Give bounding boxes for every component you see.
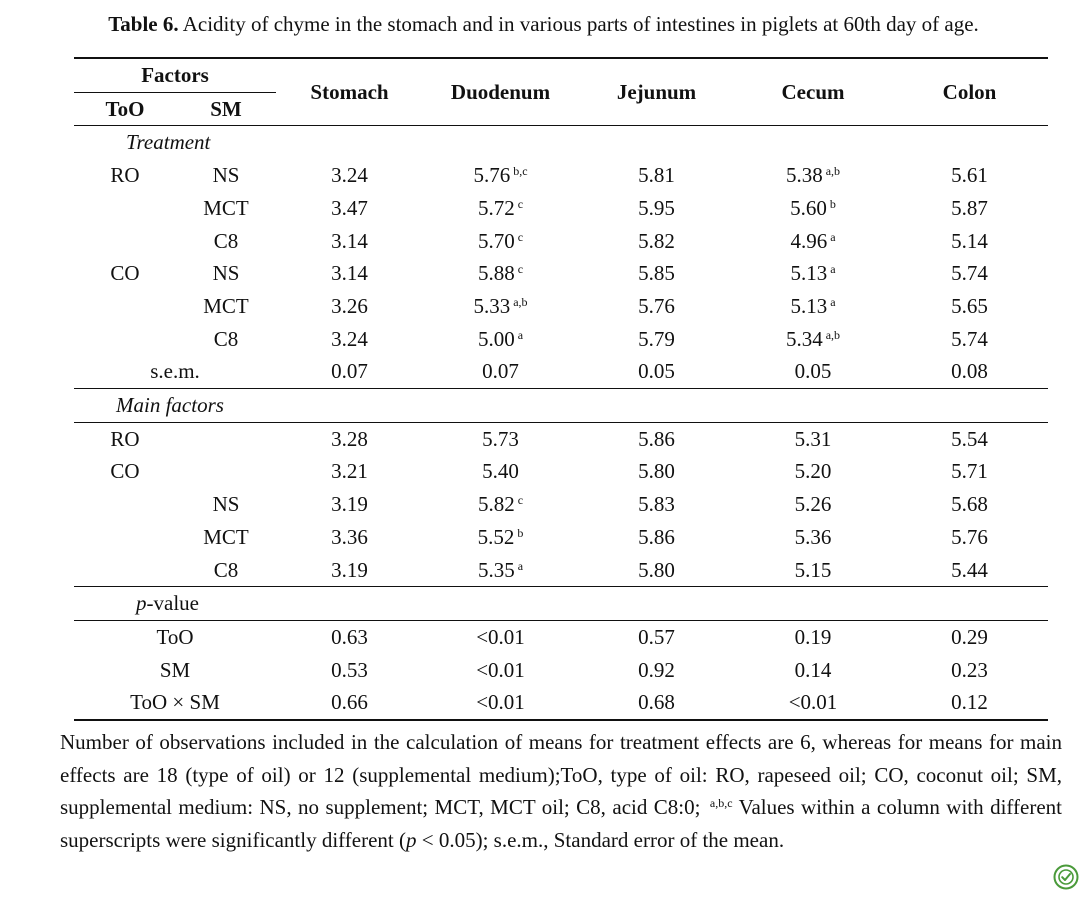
pvalue-value: 0.29 (891, 620, 1048, 653)
table-caption (0, 12, 1087, 37)
value-cell (578, 422, 735, 455)
cell-value: 5.74 (951, 326, 988, 351)
pvalue-value: <0.01 (423, 620, 578, 653)
header-sm: SM (210, 96, 242, 121)
sem-value: 0.07 (331, 359, 368, 384)
value-cell (578, 290, 735, 323)
cell-value: 5.83 (638, 492, 675, 517)
pvalue-value: 0.14 (794, 657, 832, 682)
value-cell (578, 159, 735, 192)
cell-value: 5.54 (951, 426, 988, 451)
cell-value: 5.34 (785, 326, 823, 351)
value-cell (276, 225, 423, 258)
footnote-part1: Number of observations included in the calculation of means for treatment effects are 6, whereas for means for main effects are 18 (type of oil) or 12 (supplemental medium);ToO, type of oil: RO, rapeseed oil; CO, coconut oil; SM, supplemental medium: NS, no supplement; MCT, MCT oil; C8, acid C8:0; (60, 730, 1062, 819)
pvalue-value: 0.63 (276, 620, 423, 653)
cell-value: 5.14 (951, 228, 988, 253)
value-cell (423, 290, 578, 323)
cell-value: 5.35 (477, 557, 515, 582)
cell-superscript: b (517, 525, 524, 540)
value-cell (578, 521, 735, 554)
cell-value: 3.26 (331, 293, 368, 318)
cell-value: 5.44 (951, 557, 988, 582)
cell-superscript: c (517, 229, 524, 244)
treatment-row (74, 290, 1048, 323)
value-cell (423, 323, 578, 356)
value-cell (735, 192, 891, 225)
value-cell (423, 225, 578, 258)
cell-superscript: b,c (513, 164, 528, 179)
cell-value: 5.80 (638, 557, 675, 582)
cell-superscript: a (517, 327, 524, 342)
pvalue-label: ToO × SM (74, 686, 276, 720)
header-too: ToO (105, 96, 145, 121)
value-cell (276, 159, 423, 192)
pvalue-label: SM (159, 657, 191, 682)
sm-cell (176, 422, 276, 455)
cell-value: 5.26 (794, 492, 832, 517)
cell-value: 5.79 (638, 326, 675, 351)
cell-value: 5.40 (482, 459, 519, 484)
sem-row (74, 355, 1048, 388)
header-jejunum: Jejunum (578, 58, 735, 126)
cell-value: 5.73 (482, 426, 519, 451)
treatment-row (74, 159, 1048, 192)
pvalue-label: ToO (74, 620, 276, 653)
value-cell (423, 554, 578, 587)
cell-superscript: a,b (825, 164, 841, 179)
value-cell (891, 290, 1048, 323)
sm-cell: NS (212, 163, 240, 188)
cell-value: 5.13 (790, 293, 828, 318)
cell-value: 5.36 (794, 524, 832, 549)
value-cell (735, 554, 891, 587)
value-cell (578, 554, 735, 587)
cell-value: 5.88 (477, 261, 515, 286)
value-cell (891, 554, 1048, 587)
cell-value: 3.21 (331, 459, 368, 484)
pvalue-p: p (136, 591, 147, 616)
pvalue-value: 0.53 (331, 657, 368, 682)
value-cell (735, 225, 891, 258)
pvalue-value: 0.12 (891, 686, 1048, 720)
value-cell (891, 323, 1048, 356)
pvalue-rest: -value (146, 591, 199, 616)
too-cell: RO (110, 163, 140, 188)
sm-cell: C8 (213, 228, 239, 253)
value-cell (423, 521, 578, 554)
value-cell (276, 192, 423, 225)
value-cell (735, 488, 891, 521)
value-cell (276, 323, 423, 356)
value-cell (276, 521, 423, 554)
too-cell (74, 192, 176, 225)
too-cell (74, 225, 176, 258)
cell-value: 5.33 (473, 293, 511, 318)
cell-value: 5.76 (473, 163, 511, 188)
cell-value: 5.74 (951, 261, 988, 286)
cell-value: 5.82 (638, 228, 675, 253)
header-stomach: Stomach (276, 58, 423, 126)
caption-text: Acidity of chyme in the stomach and in various parts of intestines in piglets at 60th day of age. (178, 12, 979, 36)
value-cell (276, 455, 423, 488)
value-cell (891, 192, 1048, 225)
value-cell (423, 159, 578, 192)
cell-value: 5.80 (638, 459, 675, 484)
sem-value: 0.08 (951, 359, 988, 384)
value-cell (891, 257, 1048, 290)
too-cell (74, 554, 176, 587)
sem-value: 0.05 (794, 359, 832, 384)
pvalue-row (74, 654, 1048, 687)
value-cell (735, 257, 891, 290)
cell-value: 4.96 (790, 228, 828, 253)
value-cell (735, 159, 891, 192)
main-factor-row (74, 554, 1048, 587)
too-cell (74, 521, 176, 554)
value-cell (423, 192, 578, 225)
value-cell (423, 488, 578, 521)
value-cell (891, 422, 1048, 455)
table-footnote (60, 726, 1062, 856)
too-cell (74, 290, 176, 323)
too-cell (74, 488, 176, 521)
header-factors: Factors (74, 58, 276, 92)
value-cell (735, 323, 891, 356)
mdpi-check-icon (1053, 864, 1079, 890)
value-cell (276, 488, 423, 521)
value-cell (891, 521, 1048, 554)
value-cell (735, 455, 891, 488)
cell-value: 5.87 (951, 195, 988, 220)
cell-value: 5.65 (951, 293, 988, 318)
sm-cell: NS (212, 261, 240, 286)
main-factor-row (74, 488, 1048, 521)
cell-value: 5.86 (638, 426, 675, 451)
cell-superscript: a,b (513, 294, 528, 309)
pvalue-value: <0.01 (476, 657, 525, 682)
cell-value: 3.14 (331, 261, 368, 286)
value-cell (276, 422, 423, 455)
section-row (74, 389, 1048, 423)
sm-cell: NS (212, 492, 240, 517)
cell-value: 5.60 (790, 195, 827, 220)
cell-value: 5.15 (794, 557, 832, 582)
cell-value: 5.71 (951, 459, 988, 484)
pvalue-value: 0.66 (276, 686, 423, 720)
value-cell (891, 225, 1048, 258)
sm-cell: MCT (203, 195, 249, 220)
cell-value: 5.13 (790, 261, 828, 286)
cell-value: 5.68 (951, 492, 988, 517)
pvalue-value: 0.92 (638, 657, 675, 682)
cell-superscript: a (517, 558, 524, 573)
value-cell (891, 159, 1048, 192)
cell-superscript: b (829, 196, 836, 211)
header-cecum: Cecum (735, 58, 891, 126)
cell-value: 5.70 (477, 228, 515, 253)
value-cell (735, 521, 891, 554)
cell-superscript: a (830, 294, 836, 309)
cell-value: 5.86 (638, 524, 675, 549)
cell-value: 3.19 (331, 492, 368, 517)
cell-value: 3.14 (331, 228, 368, 253)
pvalue-value: 0.57 (578, 620, 735, 653)
cell-value: 5.76 (638, 293, 675, 318)
too-cell (74, 323, 176, 356)
cell-value: 5.20 (794, 459, 832, 484)
treatment-row (74, 192, 1048, 225)
value-cell (578, 225, 735, 258)
value-cell (578, 455, 735, 488)
pvalue-value: 0.19 (735, 620, 891, 653)
sm-cell (176, 455, 276, 488)
value-cell (735, 422, 891, 455)
cell-value: 3.24 (331, 163, 368, 188)
cell-value: 5.61 (951, 163, 988, 188)
cell-value: 3.19 (331, 557, 368, 582)
value-cell (423, 455, 578, 488)
section-row (74, 587, 1048, 621)
cell-superscript: a (830, 229, 836, 244)
value-cell (276, 554, 423, 587)
cell-value: 5.00 (477, 326, 515, 351)
cell-value: 5.38 (785, 163, 823, 188)
section-main-factors: Main factors (74, 389, 1048, 423)
cell-value: 5.76 (951, 524, 988, 549)
value-cell (276, 257, 423, 290)
footnote-part2: Values within a column with different superscripts were significantly different ( (60, 795, 1062, 852)
too-cell: CO (110, 261, 140, 286)
sm-cell: C8 (213, 326, 239, 351)
sm-cell: MCT (203, 293, 249, 318)
too-cell: RO (74, 422, 176, 455)
value-cell (578, 257, 735, 290)
cell-superscript: c (517, 493, 524, 508)
treatment-row (74, 225, 1048, 258)
treatment-row (74, 323, 1048, 356)
main-factor-row (74, 455, 1048, 488)
value-cell (276, 290, 423, 323)
cell-superscript: c (517, 196, 524, 211)
pvalue-value: 0.23 (951, 657, 988, 682)
cell-value: 3.36 (331, 524, 368, 549)
main-factor-row (74, 521, 1048, 554)
value-cell (578, 488, 735, 521)
value-cell (891, 488, 1048, 521)
cell-value: 5.72 (477, 195, 515, 220)
pvalue-value: <0.01 (735, 686, 891, 720)
sm-cell: C8 (213, 557, 239, 582)
cell-superscript: c (517, 262, 524, 277)
cell-value: 3.24 (331, 326, 368, 351)
sem-label: s.e.m. (150, 359, 200, 384)
cell-value: 5.52 (477, 524, 515, 549)
value-cell (423, 422, 578, 455)
cell-superscript: a (830, 262, 836, 277)
section-pvalue (74, 587, 1048, 621)
caption-label: Table 6. (108, 12, 179, 36)
value-cell (578, 323, 735, 356)
pvalue-value: <0.01 (423, 686, 578, 720)
value-cell (578, 192, 735, 225)
pvalue-value: 0.68 (578, 686, 735, 720)
footnote-p: p (406, 827, 417, 852)
cell-value: 5.82 (477, 492, 515, 517)
too-cell: CO (110, 459, 140, 484)
sem-value: 0.07 (482, 359, 519, 384)
treatment-row (74, 257, 1048, 290)
cell-value: 5.85 (638, 261, 675, 286)
section-treatment: Treatment (74, 126, 1048, 159)
sem-value: 0.05 (638, 359, 675, 384)
cell-value: 3.47 (331, 195, 368, 220)
pvalue-row (74, 620, 1048, 653)
header-colon: Colon (891, 58, 1048, 126)
footnote-part3: < 0.05); s.e.m., Standard error of the mean. (416, 827, 785, 852)
value-cell (735, 290, 891, 323)
footnote-superscript: a,b,c (709, 796, 733, 810)
pvalue-row (74, 686, 1048, 720)
value-cell (423, 257, 578, 290)
acidity-table (74, 57, 1048, 721)
cell-superscript: a,b (825, 327, 841, 342)
cell-value: 5.81 (638, 163, 675, 188)
main-factor-row (74, 422, 1048, 455)
cell-value: 5.95 (638, 195, 675, 220)
value-cell (891, 455, 1048, 488)
header-duodenum: Duodenum (423, 58, 578, 126)
cell-value: 3.28 (331, 426, 368, 451)
cell-value: 5.31 (794, 426, 832, 451)
sm-cell: MCT (203, 524, 249, 549)
